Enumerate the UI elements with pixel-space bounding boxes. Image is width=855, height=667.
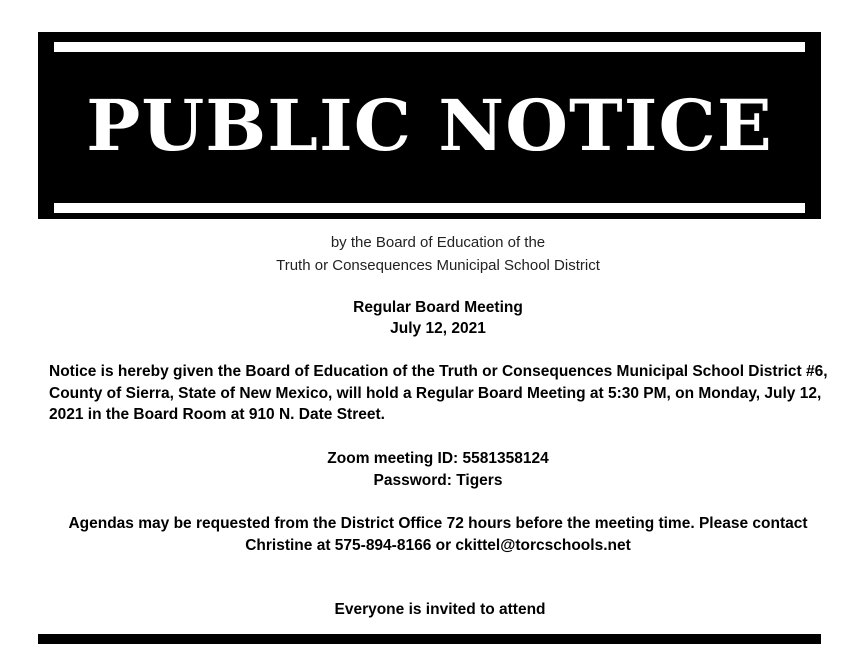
invitation-line: Everyone is invited to attend xyxy=(334,601,546,618)
meeting-title: Regular Board Meeting xyxy=(353,299,523,316)
meeting-date: July 12, 2021 xyxy=(390,320,486,337)
byline xyxy=(0,231,855,277)
zoom-password: Password: Tigers xyxy=(373,471,503,489)
banner-title: PUBLIC NOTICE xyxy=(86,84,773,167)
agendas-paragraph: Agendas may be requested from the District Office 72 hours before the meeting time. Please contact Christine at 575-894-8166 or ckittel@torcschools.net xyxy=(68,515,808,554)
byline-line-2: Truth or Consequences Municipal School District xyxy=(276,257,600,274)
meeting-heading xyxy=(0,297,855,339)
byline-line-1: by the Board of Education of the xyxy=(330,234,546,251)
banner-bottom-rule xyxy=(54,203,805,213)
banner-top-rule xyxy=(54,42,805,52)
public-notice-banner xyxy=(38,32,821,219)
zoom-details xyxy=(0,448,855,491)
notice-paragraph: Notice is hereby given the Board of Education of the Truth or Consequences Municipal School District #6, County of Sierra, State of New Mexico, will hold a Regular Board Meeting at 5:30 PM, on Monday, July 12, 2021 in the Board Room at 910 N. Date Street. xyxy=(49,363,828,423)
zoom-meeting-id: Zoom meeting ID: 5581358124 xyxy=(327,450,549,467)
footer-rule xyxy=(38,634,821,644)
